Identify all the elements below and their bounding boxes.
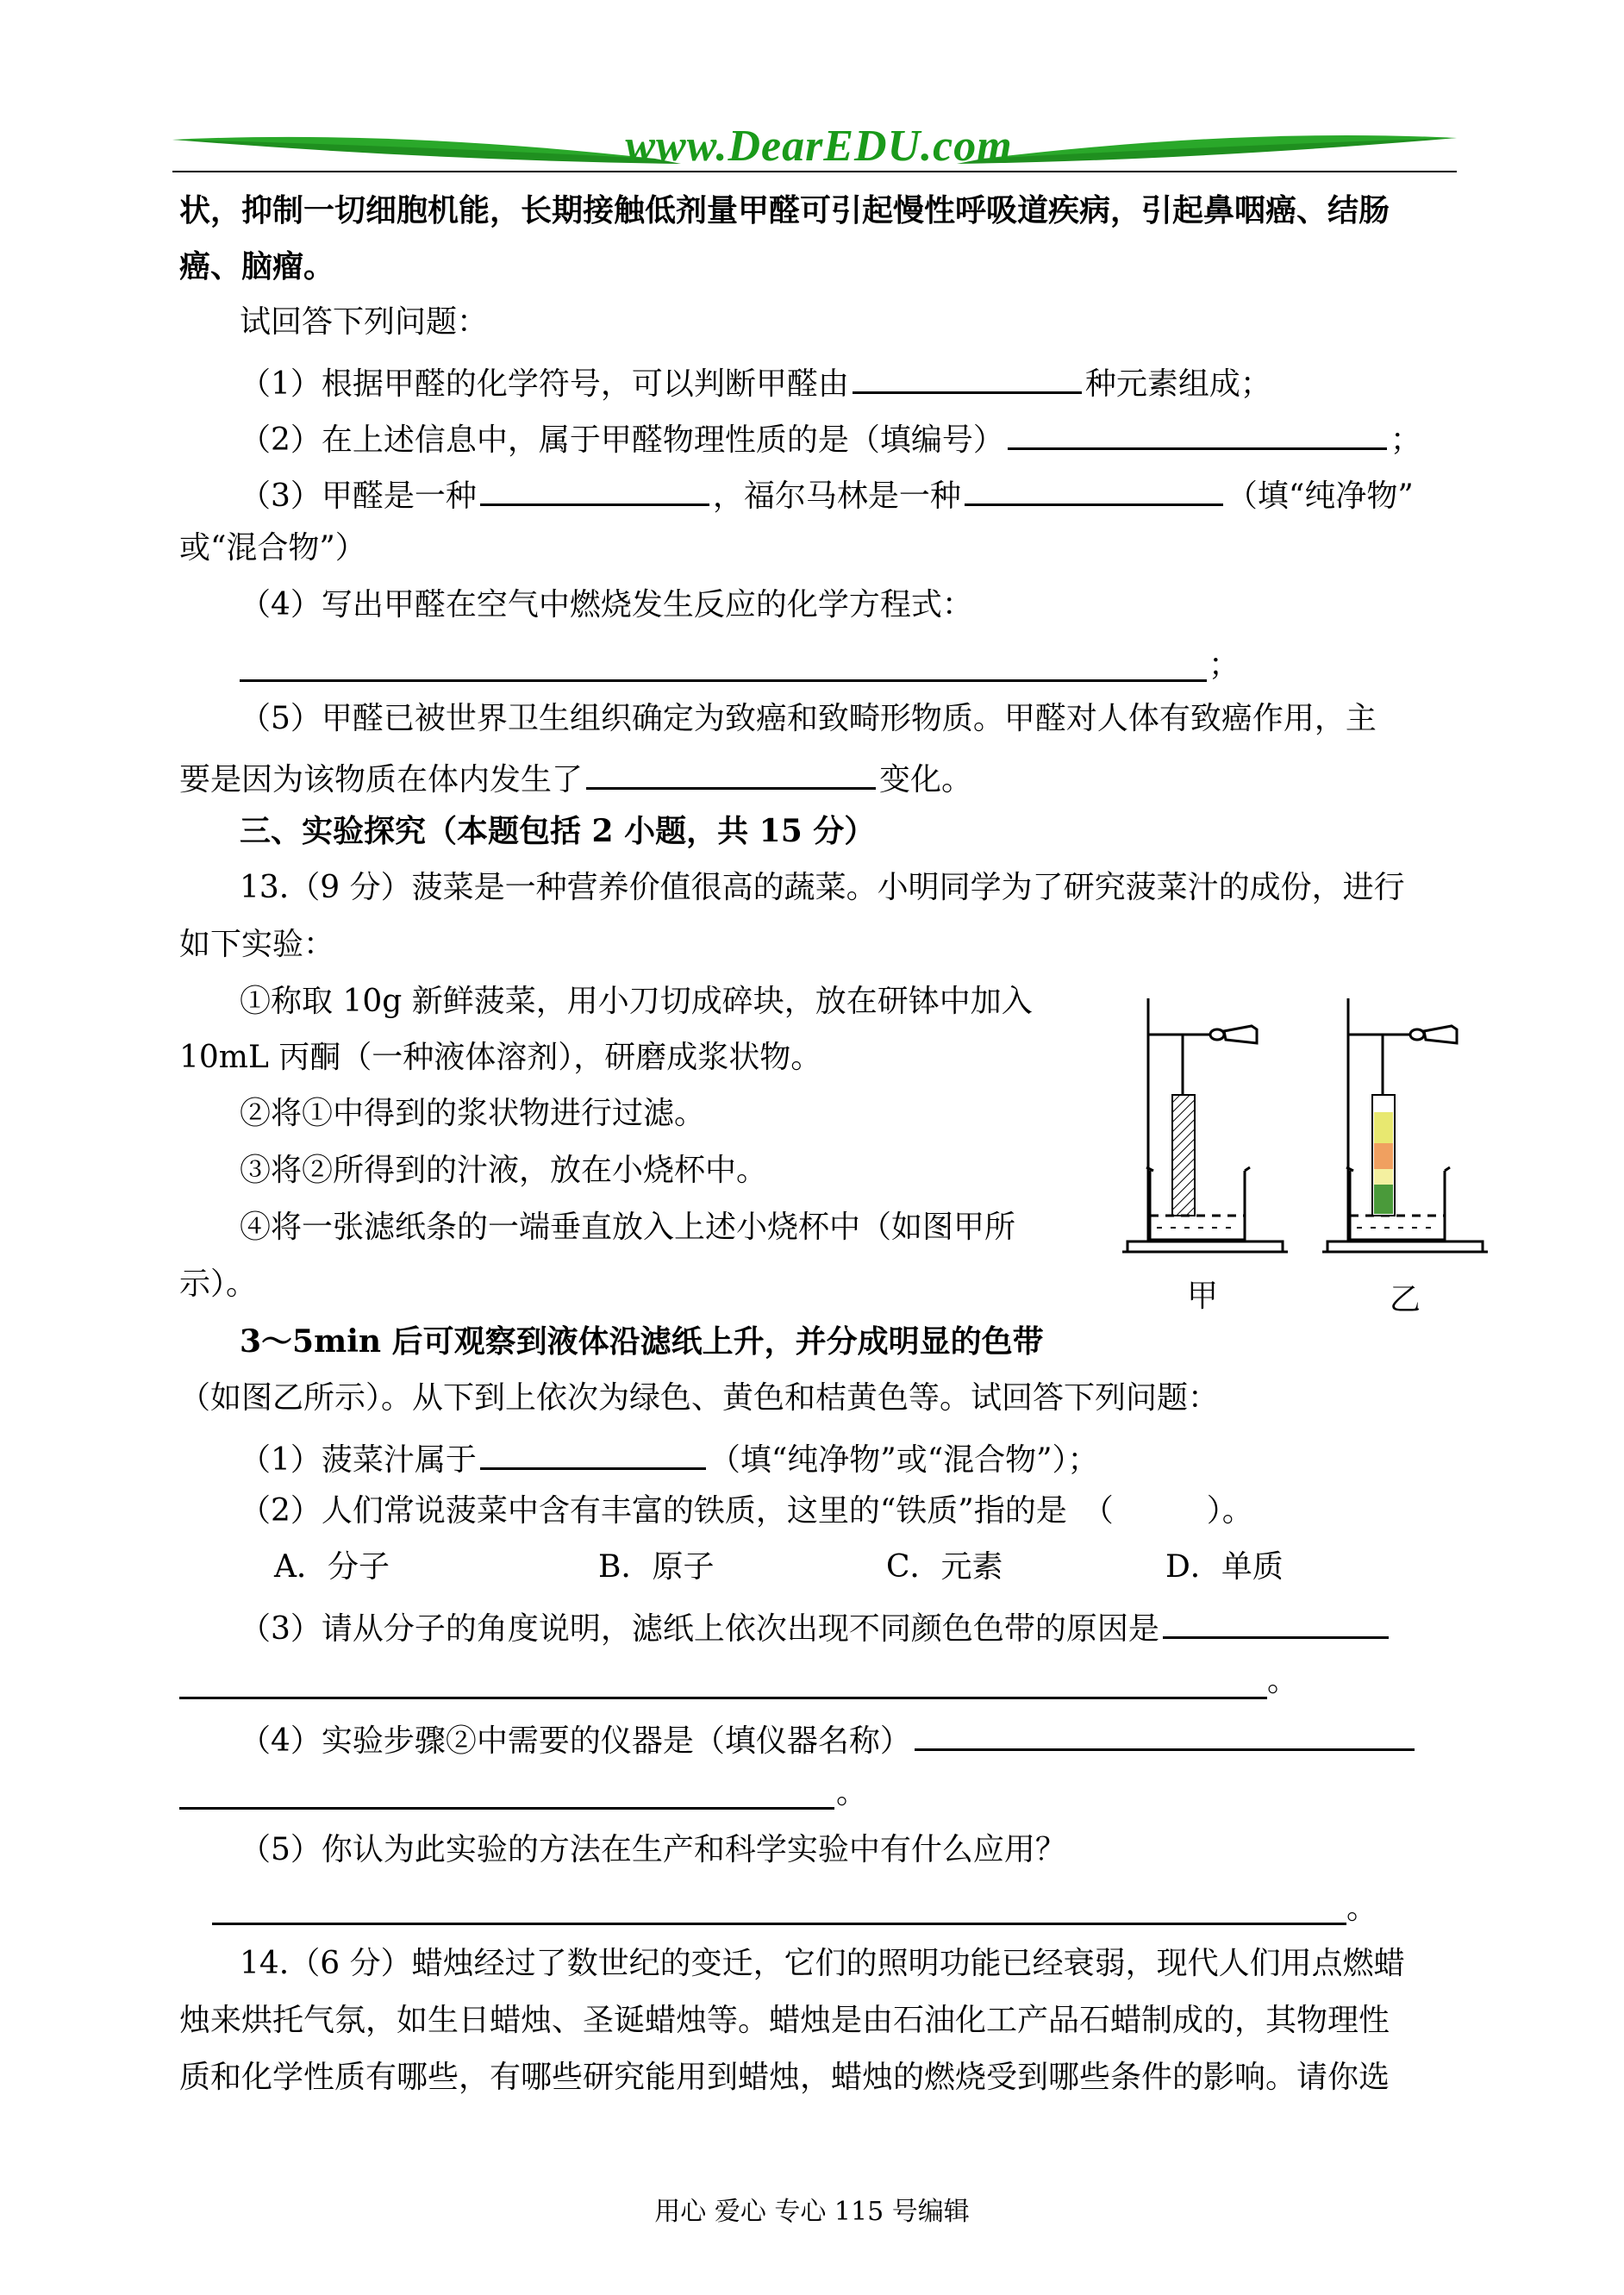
question-text: （1）根据甲醛的化学符号，可以判断甲醛由 (240, 366, 849, 402)
question-text: （3）甲醛是一种 (240, 478, 477, 514)
answer-blank[interactable] (1008, 413, 1387, 450)
text-line: （如图乙所示）。从下到上依次为绿色、黄色和桔黄色等。试回答下列问题： (179, 1380, 1220, 1416)
answer-blank[interactable] (586, 753, 876, 790)
page-footer: 用心 爱心 专心 115 号编辑 (654, 2197, 970, 2227)
answer-blank[interactable] (179, 1807, 834, 1810)
answer-blank[interactable] (1163, 1602, 1389, 1639)
text-line: 10mL 丙酮（一种液体溶剂），研磨成浆状物。 (179, 1040, 822, 1075)
question-4: （4）写出甲醛在空气中燃烧发生反应的化学方程式： (240, 587, 973, 622)
answer-blank[interactable] (853, 357, 1082, 394)
step-4: ④将一张滤纸条的一端垂直放入上述小烧杯中（如图甲所 (240, 1210, 1016, 1245)
question-5-cont (179, 753, 972, 803)
question-text: （填“纯净物” (1226, 478, 1414, 514)
option-a[interactable]: A．分子 (274, 1549, 390, 1585)
answer-blank[interactable] (915, 1714, 1415, 1751)
question-1 (240, 357, 1271, 407)
chromatography-apparatus-icon (1096, 983, 1493, 1276)
answer-blank[interactable] (965, 469, 1223, 506)
question-text: ，福尔马林是一种 (712, 478, 961, 514)
observation-text: 3～5min 后可观察到液体沿滤纸上升，并分成明显的色带 (240, 1323, 1044, 1360)
answer-blank[interactable] (480, 1433, 706, 1470)
orange-band (1374, 1143, 1393, 1169)
text-line: 。 (1346, 1891, 1378, 1926)
text-line: 或“混合物”） (179, 530, 366, 566)
question-text: （4）实验步骤②中需要的仪器是（填仪器名称） (240, 1723, 911, 1759)
section-heading: 三、实验探究（本题包括 2 小题，共 15 分） (240, 813, 876, 849)
option-c[interactable]: C．元素 (886, 1549, 1003, 1585)
question-text: 变化。 (879, 762, 973, 797)
figure-label-jia: 甲 (1187, 1279, 1219, 1314)
text-line: 烛来烘托气氛，如生日蜡烛、圣诞蜡烛等。蜡烛是由石油化工产品石蜡制成的，其物理性 (179, 2003, 1390, 2038)
header-rule (172, 171, 1457, 172)
answer-q1 (240, 1433, 1099, 1483)
step-1: ①称取 10g 新鲜菠菜，用小刀切成碎块，放在研钵中加入 (240, 984, 1033, 1019)
question-2 (240, 413, 1421, 463)
apparatus-figure (1096, 983, 1493, 1328)
answer-q2: （2）人们常说菠菜中含有丰富的铁质，这里的“铁质”指的是 （ ）。 (240, 1493, 1253, 1529)
answer-blank[interactable] (480, 469, 709, 506)
light-yellow-band (1374, 1169, 1393, 1185)
figure-label-yi: 乙 (1390, 1282, 1421, 1317)
text-line: 示）。 (179, 1266, 258, 1302)
question-text: 要是因为该物质在体内发生了 (179, 762, 584, 797)
problem-13: 13.（9 分）菠菜是一种营养价值很高的蔬菜。小明同学为了研究菠菜汁的成份，进行 (240, 870, 1405, 905)
question-text: （2）在上述信息中，属于甲醛物理性质的是（填编号） (240, 422, 1004, 458)
answer-q3 (240, 1602, 1392, 1652)
green-band (1374, 1185, 1393, 1214)
step-2: ②将①中得到的浆状物进行过滤。 (240, 1096, 706, 1131)
answer-blank[interactable] (179, 1697, 1267, 1699)
problem-14: 14.（6 分）蜡烛经过了数世纪的变迁，它们的照明功能已经衰弱，现代人们用点燃蜡 (240, 1946, 1405, 1981)
answer-blank[interactable] (212, 1923, 1346, 1925)
text-line: 质和化学性质有哪些，有哪些研究能用到蜡烛，蜡烛的燃烧受到哪些条件的影响。请你选 (179, 2060, 1390, 2095)
question-text: （1）菠菜汁属于 (240, 1442, 477, 1478)
site-logo-text: www.DearEDU.com (625, 122, 1013, 171)
question-3 (240, 469, 1414, 519)
text-line: 癌、脑瘤。 (179, 248, 335, 285)
text-line: 试回答下列问题： (240, 304, 489, 340)
answer-q4 (240, 1714, 1418, 1764)
question-text: （填“纯净物”或“混合物”）； (709, 1442, 1099, 1478)
question-text: ； (1390, 422, 1421, 458)
answer-q5: （5）你认为此实验的方法在生产和科学实验中有什么应用？ (240, 1832, 1066, 1867)
answer-blank[interactable] (240, 679, 1207, 682)
text-line: 状，抑制一切细胞机能，长期接触低剂量甲醛可引起慢性呼吸道疾病，引起鼻咽癌、结肠 (179, 192, 1390, 228)
text-line: 。 (836, 1775, 868, 1810)
option-d[interactable]: D．单质 (1165, 1549, 1284, 1585)
question-text: （3）请从分子的角度说明，滤纸上依次出现不同颜色色带的原因是 (240, 1611, 1159, 1647)
step-3: ③将②所得到的汁液，放在小烧杯中。 (240, 1153, 768, 1188)
text-line: 。 (1267, 1663, 1299, 1698)
yellow-band (1374, 1112, 1393, 1143)
text-line: 如下实验： (179, 927, 335, 962)
question-text: 种元素组成； (1084, 366, 1271, 402)
option-b[interactable]: B．原子 (598, 1549, 715, 1585)
observation (240, 1319, 1044, 1364)
question-5: （5）甲醛已被世界卫生组织确定为致癌和致畸形物质。甲醛对人体有致癌作用，主 (240, 701, 1377, 736)
text-line: ； (1209, 647, 1240, 683)
